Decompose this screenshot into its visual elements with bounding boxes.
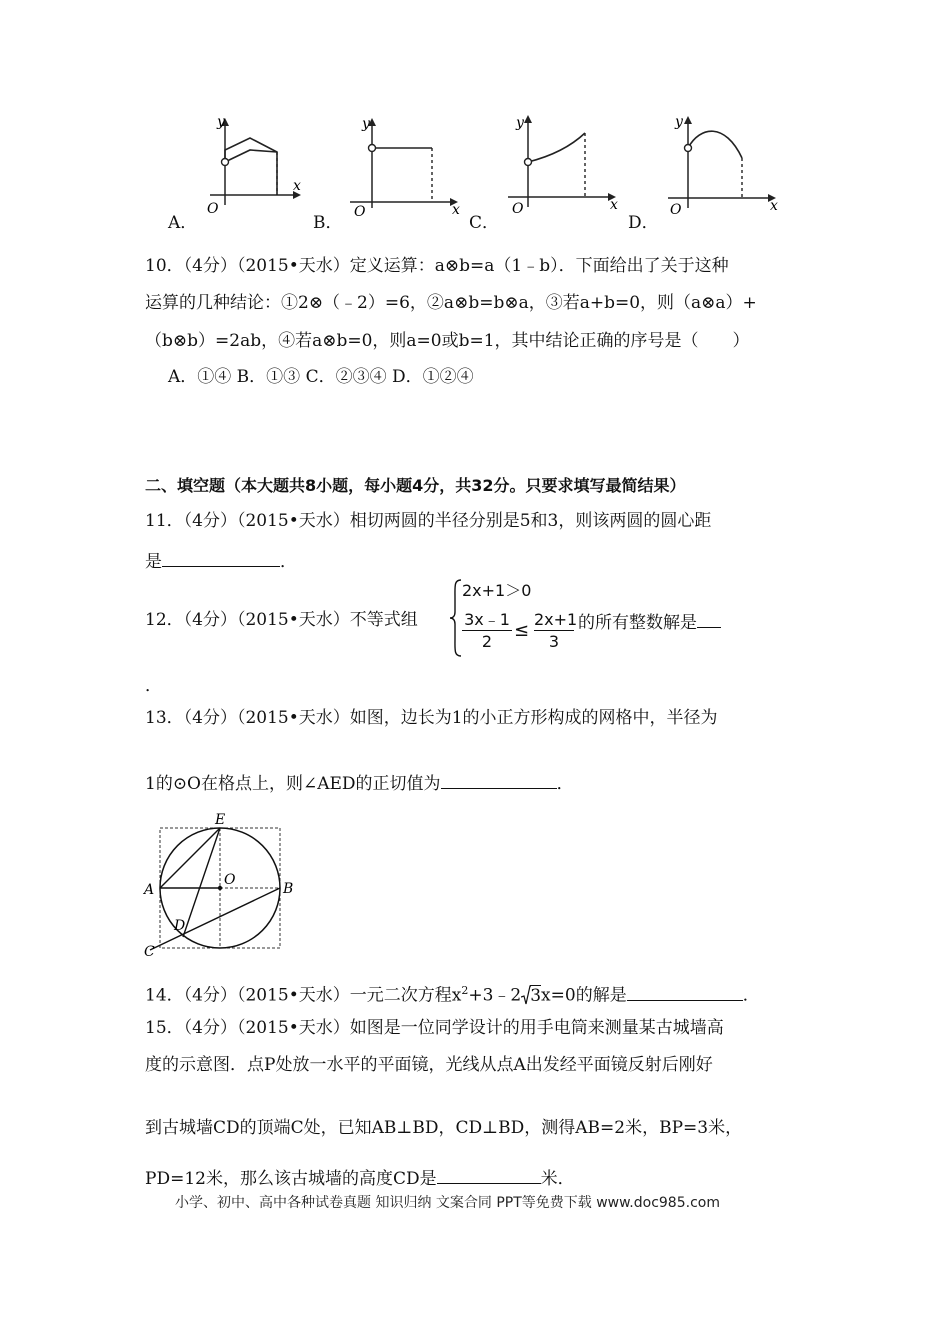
label-a: A: [144, 882, 155, 898]
q15-line4: [145, 1165, 575, 1190]
q13-figure: [140, 812, 310, 960]
label-o: O: [224, 872, 236, 888]
q14-sup: 2: [461, 984, 469, 997]
q12-inequality1: 2x+1＞0: [462, 581, 532, 600]
q14-sqrt-arg: 3: [530, 985, 542, 1006]
q13-suffix: ．: [556, 774, 574, 794]
q13-answer-blank[interactable]: [441, 770, 557, 789]
q10-line2: 运算的几种结论：①2⊗（﹣2）=6，②a⊗b=b⊗a，③若a+b=0，则（a⊗a）+: [145, 293, 757, 313]
q14-answer-blank[interactable]: [627, 982, 743, 1001]
q12-prefix: 12．（4分）（2015•天水）不等式组: [145, 610, 418, 630]
q14-sqrt: [521, 985, 541, 1007]
graph-c: [498, 105, 628, 220]
q15-line1: 15．（4分）（2015•天水）如图是一位同学设计的用手电筒来测量某古城墙高: [145, 1018, 724, 1038]
q14-mid: +3﹣2: [468, 985, 522, 1006]
graph-b-y-label: y: [362, 116, 370, 132]
q12-suffix-line: [578, 609, 721, 634]
label-b: B: [283, 881, 294, 897]
graph-a-x-label: x: [293, 178, 301, 194]
q12-frac1-num: 3x﹣1: [462, 610, 512, 631]
q11-line1: 11．（4分）（2015•天水）相切两圆的半径分别是5和3，则该两圆的圆心距: [145, 511, 712, 531]
q11-line2: [145, 548, 297, 573]
graph-a-y-label: y: [217, 114, 225, 130]
option-c-label: C．: [469, 213, 500, 233]
graph-c-x-label: x: [610, 197, 618, 213]
q15-line2: 度的示意图．点P处放一水平的平面镜，光线从点A出发经平面镜反射后刚好: [145, 1055, 713, 1075]
q11-answer-blank[interactable]: [162, 548, 280, 567]
graph-d-x-label: x: [770, 198, 778, 214]
q14-end: ．: [742, 985, 760, 1006]
graph-b: [340, 110, 470, 220]
graph-a-origin: O: [207, 201, 219, 217]
q13-line2: [145, 770, 574, 795]
q9-graphs: [0, 100, 950, 240]
q12-frac1: [462, 610, 512, 653]
q11-prefix: 是: [145, 552, 162, 572]
q12-frac2-den: 3: [548, 632, 560, 651]
label-d: D: [174, 918, 186, 934]
q10-line1: 10．（4分）（2015•天水）定义运算：a⊗b=a（1﹣b）．下面给出了关于这种: [145, 256, 729, 276]
graph-b-origin: O: [354, 204, 366, 220]
q10-line3: （b⊗b）=2ab，④若a⊗b=0，则a=0或b=1，其中结论正确的序号是（ ）: [145, 331, 750, 351]
q14-prefix: 14．（4分）（2015•天水）一元二次方程x: [145, 985, 462, 1006]
q15-suffix: 米．: [540, 1169, 575, 1189]
q13-line1: 13．（4分）（2015•天水）如图，边长为1的小正方形构成的网格中，半径为: [145, 708, 718, 728]
q15-prefix: PD=12米，那么该古城墙的高度CD是: [145, 1169, 437, 1189]
q11-suffix: ．: [280, 552, 297, 572]
graph-b-x-label: x: [452, 202, 460, 218]
q13-prefix: 1的⊙O在格点上，则∠AED的正切值为: [145, 774, 441, 794]
q12-answer-blank[interactable]: [697, 609, 721, 628]
q12-end: ．: [145, 676, 162, 696]
q14-line: [145, 980, 760, 1007]
q12-frac2-num: 2x+1: [534, 610, 578, 629]
q12-suffix: 的所有整数解是: [578, 613, 697, 633]
option-a-label: A．: [168, 213, 198, 233]
graph-c-y-label: y: [516, 115, 524, 131]
section2-title: 二、填空题（本大题共8小题，每小题4分，共32分。只要求填写最简结果）: [145, 476, 686, 495]
q14-suffix: x=0的解是: [541, 985, 627, 1006]
graph-d: [660, 108, 790, 220]
q15-line3: 到古城墙CD的顶端C处，已知AB⊥BD，CD⊥BD，测得AB=2米，BP=3米，: [145, 1118, 743, 1138]
graph-c-origin: O: [512, 201, 524, 217]
q12-frac2: [534, 610, 578, 653]
graph-d-y-label: y: [675, 114, 683, 130]
q12-brace: [449, 578, 463, 658]
page-footer: 小学、初中、高中各种试卷真题 知识归纳 文案合同 PPT等免费下载 www.doc985.com: [175, 1195, 720, 1211]
graph-a: [195, 110, 315, 220]
q15-answer-blank[interactable]: [437, 1165, 541, 1184]
graph-d-origin: O: [670, 202, 682, 218]
label-e: E: [215, 812, 226, 828]
q10-options: A．①④ B．①③ C．②③④ D．①②④: [168, 367, 474, 387]
option-b-label: B．: [313, 213, 343, 233]
label-c: C: [144, 944, 155, 960]
q12-frac1-den: 2: [481, 632, 493, 651]
q12-le: ≤: [514, 620, 530, 641]
option-d-label: D．: [628, 213, 659, 233]
